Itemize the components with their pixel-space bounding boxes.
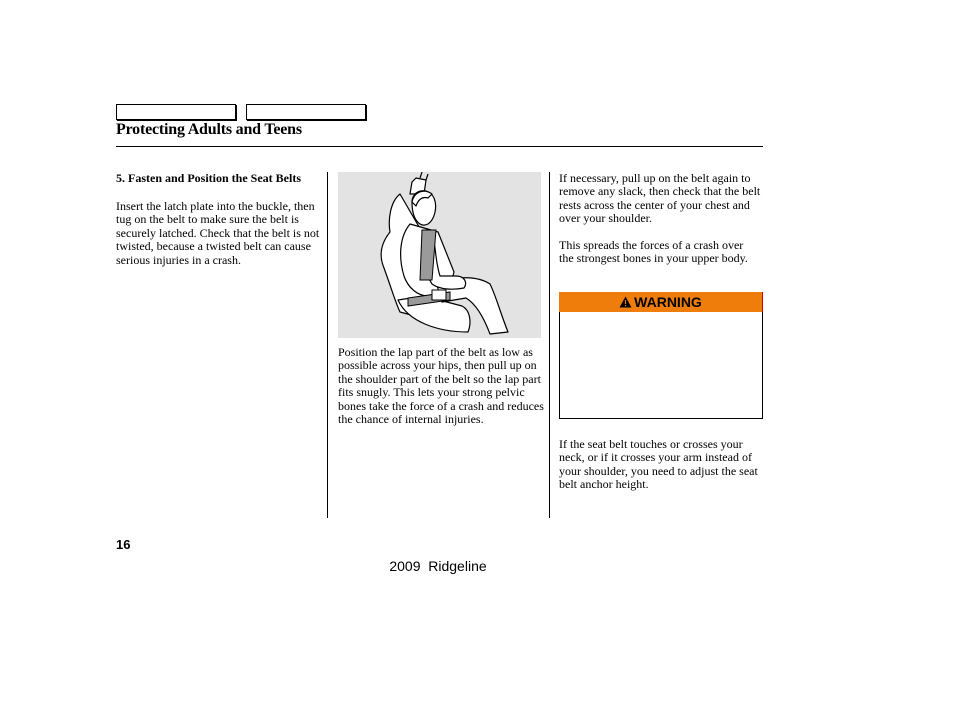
footer-model: 2009 Ridgeline [389, 558, 487, 574]
lap-belt-instructions: Position the lap part of the belt as low as possible across your hips, then pull up on the shoulder part of the belt so the lap part fits snugly. This lets your strong pelvic bones take the force of a crash and reduces the chance of internal injuries. [338, 345, 544, 427]
anchor-height-instructions: If the seat belt touches or crosses your neck, or if it crosses your arm instead of your shoulder, you need to adjust the seat belt anchor height. [559, 437, 758, 492]
page-title: Protecting Adults and Teens [116, 121, 302, 138]
column-divider-1 [327, 172, 328, 518]
column-divider-2 [549, 172, 550, 518]
title-divider [116, 146, 763, 147]
warning-header [559, 292, 763, 312]
warning-content-box [559, 312, 763, 419]
seated-person-with-seatbelt-icon [338, 172, 541, 338]
step-instructions: Insert the latch plate into the buckle, then tug on the belt to make sure the belt is securely latched. Check that the belt is not twisted, because a twisted belt can cause serious injuries in a crash. [116, 199, 320, 267]
nav-button-2[interactable] [246, 104, 366, 120]
step-number: 5. [116, 171, 125, 185]
nav-button-1[interactable] [116, 104, 236, 120]
warning-triangle-icon [619, 296, 632, 308]
step-heading [116, 172, 321, 185]
force-explanation: This spreads the forces of a crash over the strongest bones in your upper body. [559, 238, 748, 266]
step-title: Fasten and Position the Seat Belts [128, 171, 302, 185]
shoulder-belt-instructions: If necessary, pull up on the belt again to remove any slack, then check that the belt rests across the center of your chest and over your shoulder. [559, 171, 761, 226]
warning-label: WARNING [634, 294, 702, 310]
seatbelt-illustration [338, 172, 541, 338]
page-number: 16 [116, 537, 131, 552]
